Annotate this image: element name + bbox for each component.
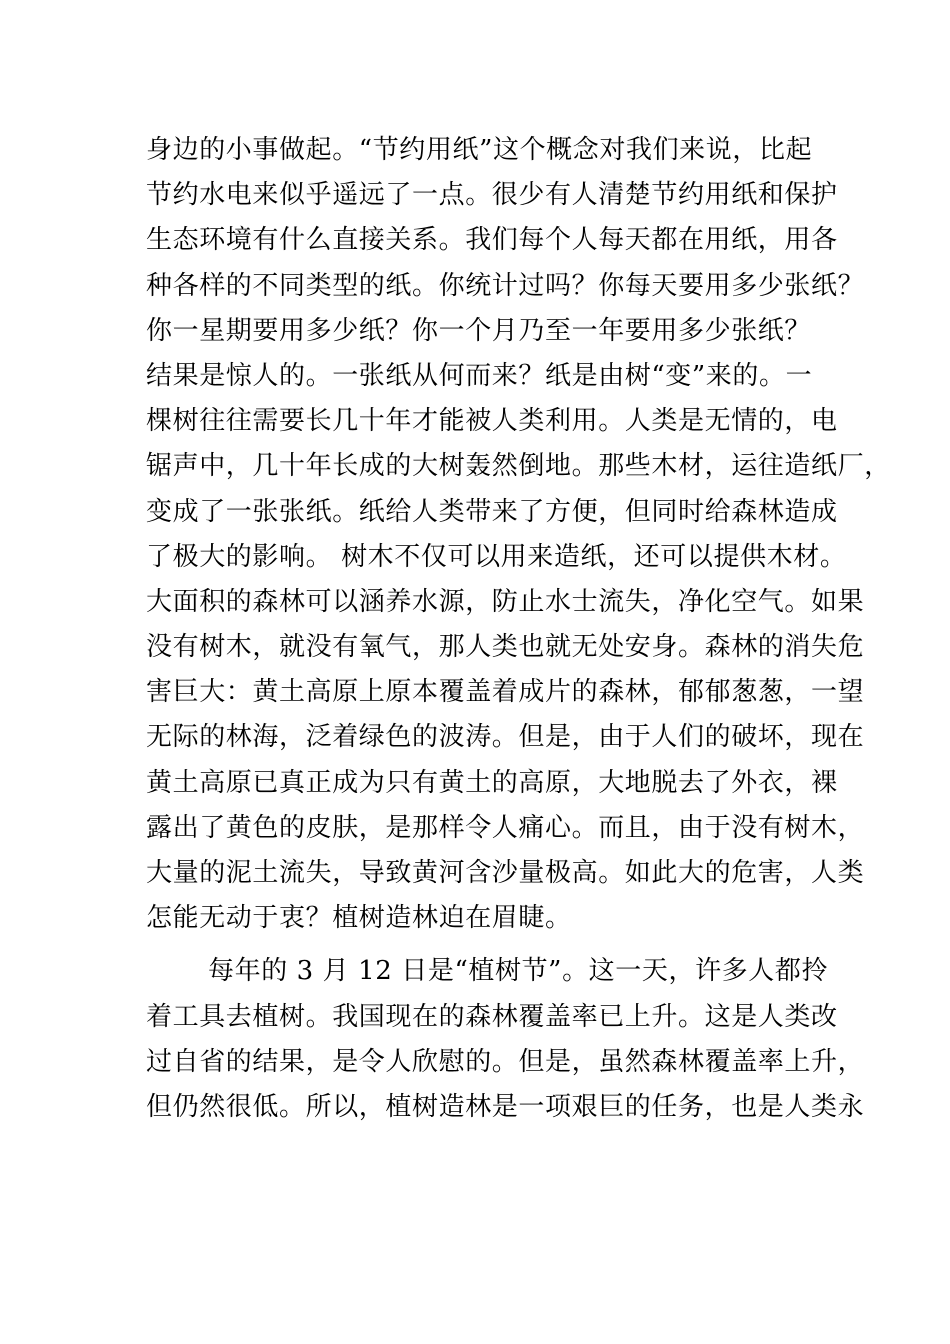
body-text bbox=[146, 128, 891, 1130]
text-line: 着工具去植树。我国现在的森林覆盖率已上升。这是人类改 bbox=[146, 1001, 838, 1032]
text-line: 黄土高原已真正成为只有黄土的高原，大地脱去了外衣，裸 bbox=[146, 767, 838, 798]
text-line: 大面积的森林可以涵养水源，防止水士流失，净化空气。如果 bbox=[146, 586, 865, 617]
text-line: 棵树往往需要长几十年才能被人类利用。人类是无情的，电 bbox=[146, 406, 838, 437]
text-line: 怎能无动于衷？植树造林迫在眉睫。 bbox=[146, 903, 572, 934]
text-line: 种各样的不同类型的纸。你统计过吗？你每天要用多少张纸？ bbox=[146, 270, 865, 301]
paragraph-2 bbox=[146, 949, 865, 1130]
text-line: 节约水电来似乎遥远了一点。很少有人清楚节约用纸和保护 bbox=[146, 180, 838, 211]
text-line: 害巨大：黄土高原上原本覆盖着成片的森林，郁郁葱葱，一望 bbox=[146, 677, 865, 708]
text-line: 每年的 3 月 12 日是“植树节”。这一天，许多人都拎 bbox=[208, 956, 829, 987]
text-line: 身边的小事做起。“节约用纸”这个概念对我们来说，比起 bbox=[146, 135, 813, 165]
text-line: 变成了一张张纸。纸给人类带来了方便，但同时给森林造成 bbox=[146, 496, 838, 527]
text-line: 锯声中，几十年长成的大树轰然倒地。那些木材，运往造纸厂， bbox=[146, 451, 891, 482]
text-line: 过自省的结果，是令人欣慰的。但是，虽然森林覆盖率上升， bbox=[146, 1046, 865, 1077]
text-line: 大量的泥土流失，导致黄河含沙量极高。如此大的危害，人类 bbox=[146, 858, 865, 888]
text-line: 你一星期要用多少纸？你一个月乃至一年要用多少张纸？ bbox=[146, 315, 812, 346]
text-line: 生态环境有什么直接关系。我们每个人每天都在用纸，用各 bbox=[146, 225, 838, 256]
text-line: 露出了黄色的皮肤，是那样令人痛心。而且，由于没有树木， bbox=[146, 812, 865, 843]
text-line: 了极大的影响。 树木不仅可以用来造纸，还可以提供木材。 bbox=[146, 541, 847, 572]
text-line: 但仍然很低。所以，植树造林是一项艰巨的任务，也是人类永 bbox=[146, 1091, 865, 1122]
text-line: 没有树木，就没有氧气，那人类也就无处安身。森林的消失危 bbox=[146, 632, 865, 663]
text-line: 无际的林海，泛着绿色的波涛。但是，由于人们的破坏，现在 bbox=[146, 722, 865, 753]
text-line: 结果是惊人的。一张纸从何而来？纸是由树“变”来的。一 bbox=[146, 360, 813, 391]
paragraph-1 bbox=[146, 128, 891, 941]
paragraph-gap bbox=[146, 941, 814, 949]
